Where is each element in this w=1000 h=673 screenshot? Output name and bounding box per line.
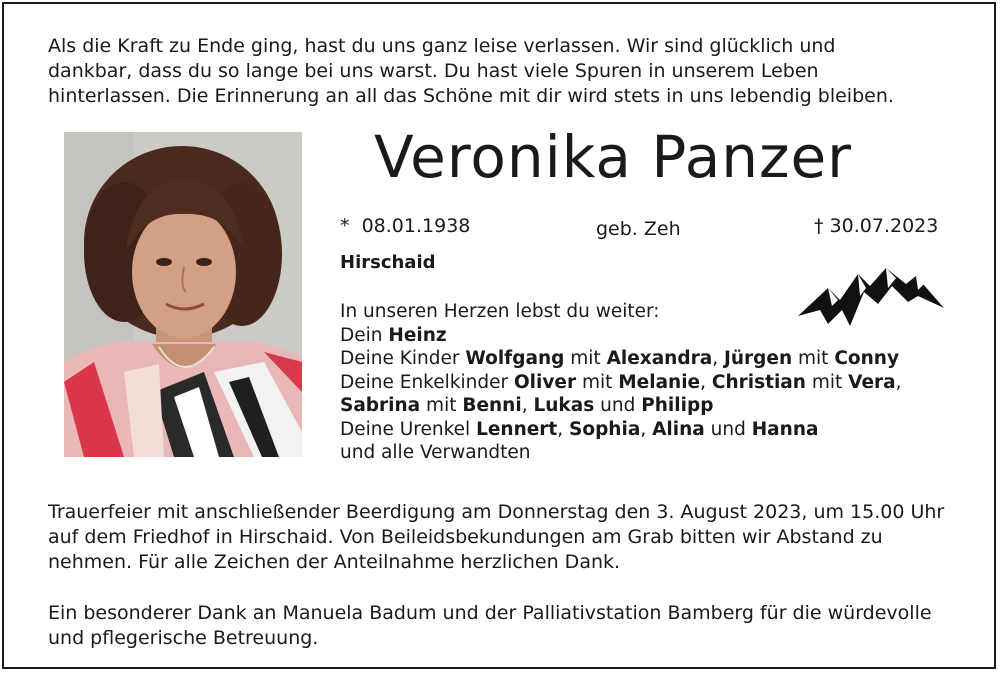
intro-poem — [48, 34, 894, 109]
family-line: Deine Urenkel Lennert, Sophia, Alina und Hanna — [340, 418, 819, 440]
thanks-notice — [48, 601, 932, 651]
family-heading: In unseren Herzen lebst du weiter: — [340, 301, 660, 322]
deceased-name: Veronika Panzer — [374, 123, 852, 191]
place-of-residence: Hirschaid — [340, 252, 436, 273]
death-date-value: 30.07.2023 — [829, 215, 939, 237]
service-line: auf dem Friedhof in Hirschaid. Von Beileidsbekundungen am Grab bitten wir Abstand zu — [48, 526, 883, 548]
service-line: Trauerfeier mit anschließender Beerdigung am Donnerstag den 3. August 2023, um 15.00 Uhr — [48, 501, 945, 523]
family-line: Dein Heinz — [340, 324, 447, 346]
portrait-photo — [64, 132, 302, 457]
intro-line: hinterlassen. Die Erinnerung an all das Schöne mit dir wird stets in uns lebendig bleiben. — [48, 85, 894, 107]
death-date — [814, 214, 938, 239]
service-line: nehmen. Für alle Zeichen der Anteilnahme herzlichen Dank. — [48, 551, 621, 573]
birth-symbol: * — [340, 215, 350, 237]
family-closing: und alle Verwandten — [340, 442, 531, 463]
birth-date — [340, 214, 470, 239]
family-line: Deine Enkelkinder Oliver mit Melanie, Christian mit Vera, — [340, 371, 902, 393]
intro-line: dankbar, dass du so lange bei uns warst. Du hast viele Spuren in unserem Leben — [48, 60, 819, 82]
family-line: Sabrina mit Benni, Lukas und Philipp — [340, 395, 714, 416]
funeral-service-notice — [48, 500, 944, 575]
thanks-line: und pflegerische Betreuung. — [48, 627, 319, 649]
intro-line: Als die Kraft zu Ende ging, hast du uns ganz leise verlassen. Wir sind glücklich und — [48, 35, 836, 57]
cross-symbol: † — [814, 215, 824, 237]
maiden-name: geb. Zeh — [596, 218, 681, 240]
obituary-card — [2, 2, 996, 669]
birth-date-value: 08.01.1938 — [361, 215, 471, 237]
family-list — [340, 300, 902, 465]
family-line: Deine Kinder Wolfgang mit Alexandra, Jürgen mit Conny — [340, 348, 899, 369]
thanks-line: Ein besonderer Dank an Manuela Badum und der Palliativstation Bamberg für die würdevolle — [48, 602, 932, 624]
